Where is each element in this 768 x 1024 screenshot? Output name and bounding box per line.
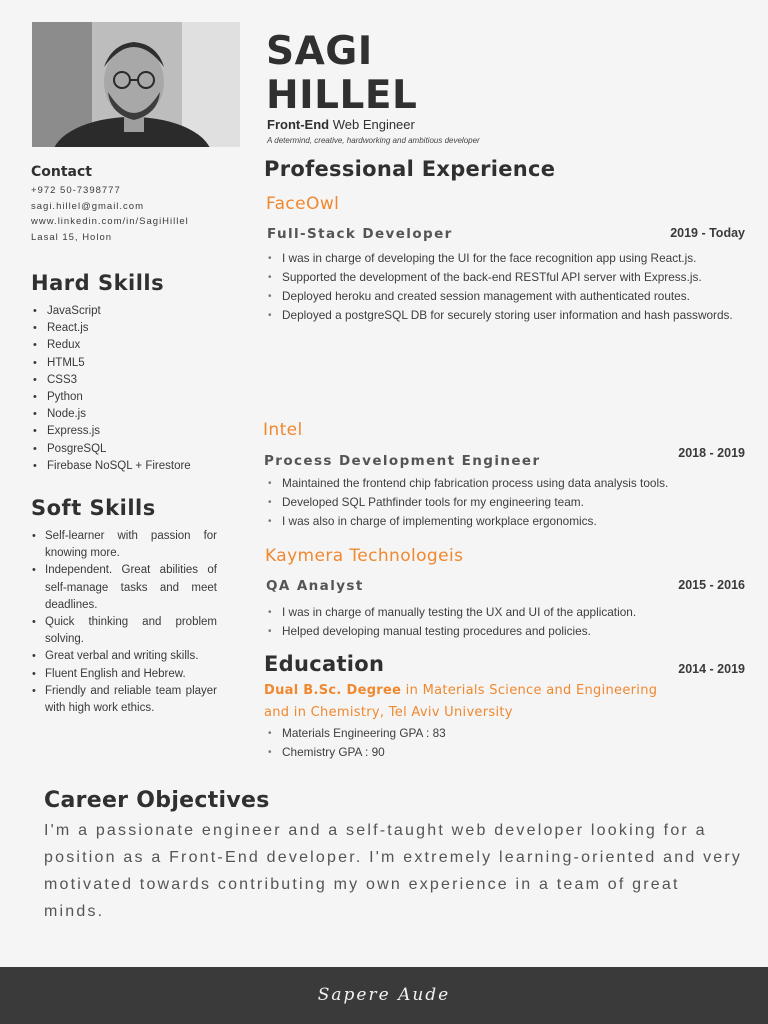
company-intel: Intel bbox=[263, 420, 303, 440]
soft-skills-heading: Soft Skills bbox=[31, 496, 156, 521]
list-item: • I was in charge of developing the UI for the face recognition app using React.js. bbox=[266, 249, 745, 268]
list-item: • Independent. Great abilities of self-manage tasks and meet deadlines. bbox=[31, 562, 217, 614]
contact-phone: +972 50-7398777 bbox=[31, 185, 121, 196]
contact-linkedin[interactable]: www.linkedin.com/in/SagiHillel bbox=[31, 216, 189, 227]
job-dates: 2018 - 2019 bbox=[678, 446, 745, 460]
list-item: • JavaScript bbox=[31, 303, 217, 320]
footer-bar bbox=[0, 967, 768, 1024]
tagline: A determind, creative, hardworking and ambitious developer bbox=[267, 136, 480, 145]
list-item: • Chemistry GPA : 90 bbox=[266, 743, 745, 762]
experience-heading: Professional Experience bbox=[264, 157, 556, 181]
education-dates: 2014 - 2019 bbox=[678, 662, 745, 676]
list-item: • I was in charge of manually testing the UX and UI of the application. bbox=[266, 603, 745, 622]
list-item: • HTML5 bbox=[31, 355, 217, 372]
left-column bbox=[31, 164, 217, 717]
list-item: • Supported the development of the back-end RESTful API server with Express.js. bbox=[266, 268, 745, 287]
list-item: • Friendly and reliable team player with high work ethics. bbox=[31, 683, 217, 717]
job-dates: 2019 - Today bbox=[670, 226, 745, 240]
degree-bold: Dual B.Sc. Degree bbox=[264, 683, 402, 698]
last-name: HILLEL bbox=[266, 73, 418, 118]
list-item: • Quick thinking and problem solving. bbox=[31, 614, 217, 648]
list-item: • Redux bbox=[31, 337, 217, 354]
hard-skills-list bbox=[31, 303, 217, 475]
job-bullets bbox=[266, 249, 745, 325]
profile-photo bbox=[32, 22, 240, 147]
degree-rest: in Materials Science and Engineering and in Chemistry, Tel Aviv University bbox=[264, 683, 658, 720]
contact-heading: Contact bbox=[31, 164, 92, 180]
candidate-name bbox=[266, 30, 417, 118]
contact-email[interactable]: sagi.hillel@gmail.com bbox=[31, 200, 145, 212]
role-bold: Front-End bbox=[267, 117, 330, 132]
list-item: • Express.js bbox=[31, 423, 217, 440]
job-title: Process Development Engineer bbox=[264, 453, 541, 469]
contact-address: Lasal 15, Holon bbox=[31, 231, 113, 243]
list-item: • Deployed heroku and created session management with authenticated routes. bbox=[266, 287, 745, 306]
contact-list bbox=[31, 183, 217, 245]
education-heading: Education bbox=[264, 652, 385, 676]
first-name: SAGI bbox=[266, 29, 373, 74]
list-item: • CSS3 bbox=[31, 372, 217, 389]
education-bullets bbox=[266, 724, 745, 762]
job-title: QA Analyst bbox=[266, 578, 364, 594]
list-item: • Deployed a postgreSQL DB for securely storing user information and hash passwords. bbox=[266, 306, 745, 325]
degree bbox=[264, 680, 664, 724]
job-title: Full-Stack Developer bbox=[267, 226, 453, 242]
list-item: • Node.js bbox=[31, 406, 217, 423]
soft-skills-list bbox=[31, 528, 217, 717]
role-rest: Web Engineer bbox=[329, 117, 415, 132]
list-item: • React.js bbox=[31, 320, 217, 337]
job-bullets bbox=[266, 603, 745, 641]
list-item: • Maintained the frontend chip fabrication process using data analysis tools. bbox=[266, 474, 745, 493]
list-item: • Firebase NoSQL + Firestore bbox=[31, 458, 217, 475]
list-item: • Great verbal and writing skills. bbox=[31, 648, 217, 665]
footer-motto: Sapere Aude bbox=[317, 985, 451, 1005]
list-item: • I was also in charge of implementing workplace ergonomics. bbox=[266, 512, 745, 531]
hard-skills-heading: Hard Skills bbox=[31, 271, 165, 295]
list-item: • Self-learner with passion for knowing more. bbox=[31, 528, 217, 562]
job-role bbox=[267, 117, 415, 132]
list-item: • PosgreSQL bbox=[31, 441, 217, 458]
company-faceowl: FaceOwl bbox=[266, 194, 340, 214]
list-item: • Fluent English and Hebrew. bbox=[31, 666, 217, 683]
company-kaymera: Kaymera Technologeis bbox=[265, 546, 464, 566]
list-item: • Materials Engineering GPA : 83 bbox=[266, 724, 745, 743]
career-heading: Career Objectives bbox=[44, 788, 270, 813]
job-bullets bbox=[266, 474, 745, 531]
list-item: • Developed SQL Pathfinder tools for my engineering team. bbox=[266, 493, 745, 512]
job-dates: 2015 - 2016 bbox=[678, 578, 745, 592]
career-text: I'm a passionate engineer and a self-taught web developer looking for a position as a Front-End developer. I'm extremely learning-oriented and very motivated towards contributing my own experience in a team of great minds. bbox=[44, 822, 743, 920]
list-item: • Python bbox=[31, 389, 217, 406]
list-item: • Helped developing manual testing procedures and policies. bbox=[266, 622, 745, 641]
